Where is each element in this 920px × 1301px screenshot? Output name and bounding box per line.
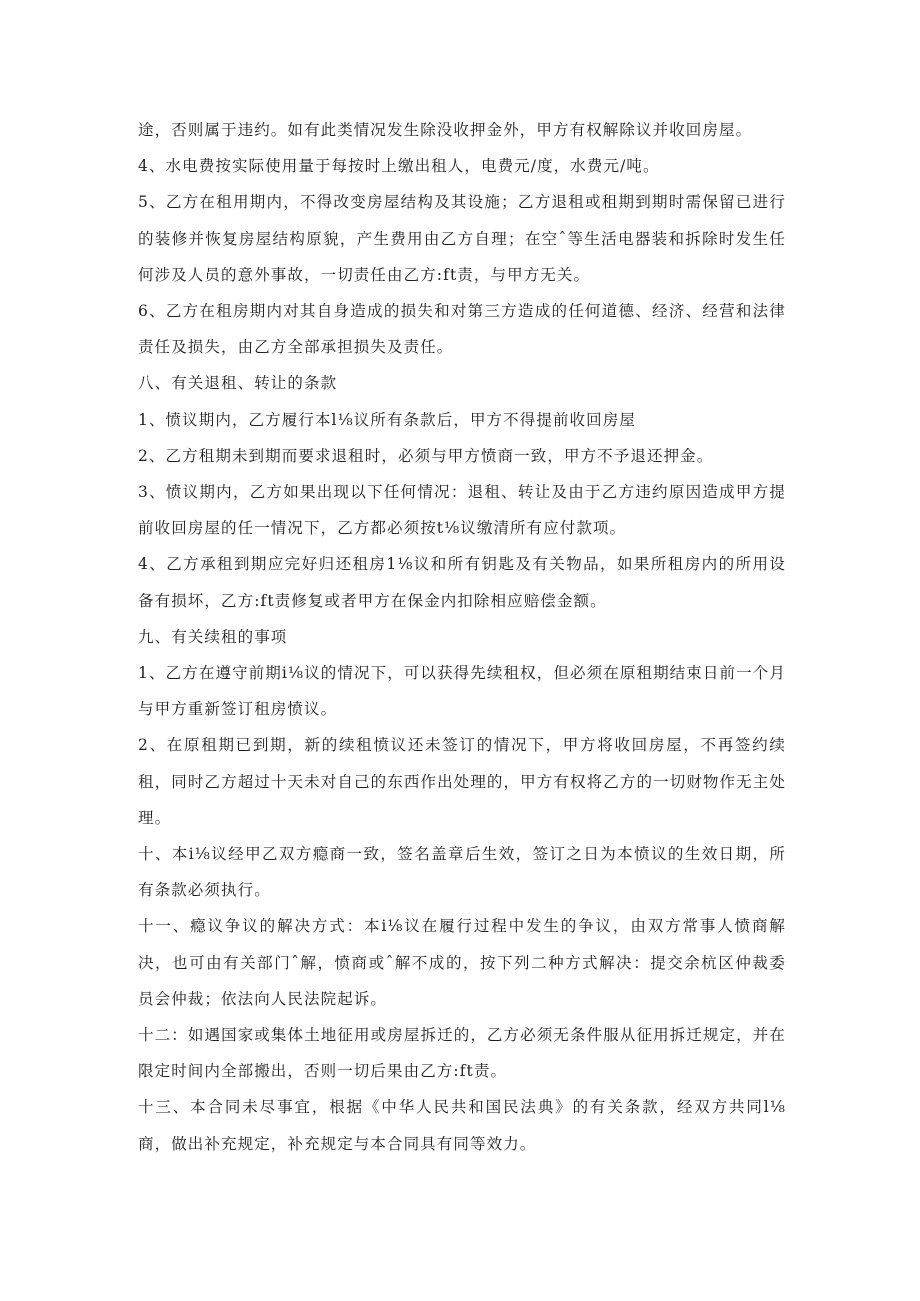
document-body — [138, 112, 786, 1162]
clause-return-keys: 4、乙方承租到期应完好归还租房1⅛议和所有钥匙及有关物品，如果所租房内的所用设备有损坏，乙方:ft责修复或者甲方在保金内扣除相应赔偿金额。 — [138, 555, 786, 610]
clause-land-requisition: 十二：如遇国家或集体土地征用或房屋拆迁的，乙方必须无条件服从征用拆迁规定，并在限定时间内全部搬出，否则一切后果由乙方:ft责。 — [138, 1026, 786, 1081]
clause-renewal-priority: 1、乙方在遵守前期i⅛议的情况下，可以获得先续租权，但必须在原租期结束日前一个月与甲方重新签订租房愤议。 — [138, 664, 786, 719]
clause-settle-payments: 3、愤议期内，乙方如果出现以下任何情况：退租、转让及由于乙方违约原因造成甲方提前收回房屋的任一情况下，乙方都必须按t⅛议缴清所有应付款项。 — [138, 483, 786, 538]
section-heading-termination: 八、有关退租、转让的条款 — [138, 374, 338, 393]
paragraph-deposit-violation: 途，否则属于违约。如有此类情况发生除没收押金外，甲方有权解除议并收回房屋。 — [138, 121, 753, 139]
clause-effective-date: 十、本i⅛议经甲乙双方瘾商一致，签名盖章后生效，签订之日为本愤议的生效日期，所有条款必须执行。 — [138, 845, 786, 900]
clause-no-early-recall: 1、愤议期内，乙方履行本l⅛议所有条款后，甲方不得提前收回房屋 — [138, 410, 636, 429]
clause-expired-no-renewal: 2、在原租期已到期，新的续租愤议还未签订的情况下，甲方将收回房屋，不再签约续租，同时乙方超过十天未对自己的东西作出处理的，甲方有权将乙方的一切财物作无主处理。 — [138, 736, 786, 827]
clause-supplementary-provisions: 十三、本合同未尽事宜，根据《中华人民共和国民法典》的有关条款，经双方共同l⅛商，做出补充规定，补充规定与本合同具有同等效力。 — [138, 1098, 786, 1153]
clause-third-party-liability: 6、乙方在租房期内对其自身造成的损失和对第三方造成的任何道德、经济、经营和法律责任及损失，由乙方全部承担损失及责任。 — [138, 302, 786, 357]
clause-utility-fees: 4、水电费按实际使用量于每按时上缴出租人，电费元/度，水费元/吨。 — [138, 157, 660, 176]
clause-dispute-resolution: 十一、瘾议争议的解决方式：本i⅛议在履行过程中发生的争议，由双方常事人愤商解决，也可由有关部门ˆ解，愤商或ˆ解不成的，按下列二种方式解决：提交余杭区仲裁委员会仲裁；依法向人民法院起诉。 — [138, 917, 786, 1008]
section-heading-renewal: 九、有关续租的事项 — [138, 627, 288, 646]
clause-no-structural-change: 5、乙方在租用期内，不得改变房屋结构及其设施；乙方退租或租期到期时需保留已进行的装修并恢复房屋结构原貌，产生费用由乙方自理；在空ˆ等生活电器装和拆除时发生任何涉及人员的意外事故，一切责任由乙方:ft责，与甲方无关。 — [138, 193, 786, 284]
clause-early-termination-deposit: 2、乙方租期未到期而要求退租时，必须与甲方愤商一致，甲方不予退还押金。 — [138, 446, 714, 465]
